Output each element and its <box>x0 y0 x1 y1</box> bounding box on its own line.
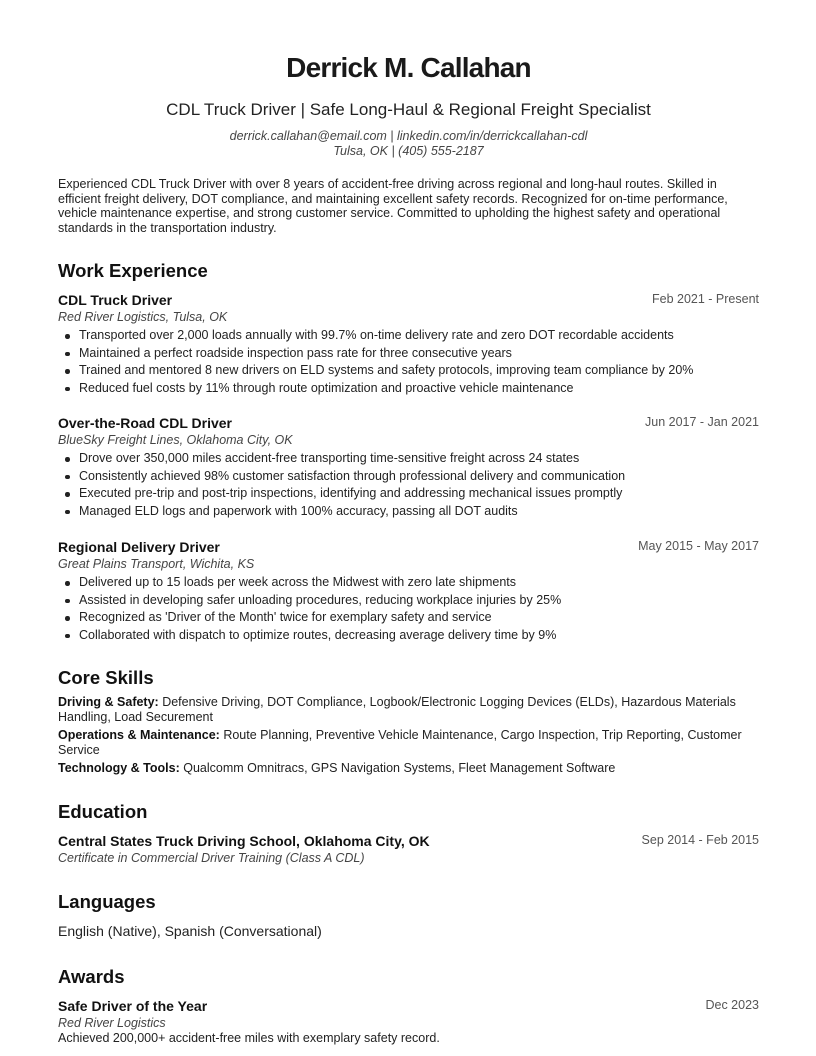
list-item: Recognized as 'Driver of the Month' twice for exemplary safety and service <box>58 609 561 627</box>
skill-group-label: Driving & Safety: <box>58 695 159 709</box>
job-dates: Jun 2017 - Jan 2021 <box>645 415 759 429</box>
candidate-name: Derrick M. Callahan <box>286 52 531 83</box>
award-issuer: Red River Logistics <box>58 1016 166 1030</box>
job-company: Red River Logistics, Tulsa, OK <box>58 310 228 324</box>
list-item: Executed pre-trip and post-trip inspections, identifying and addressing mechanical issues promptly <box>58 485 625 503</box>
skill-group-driving-safety <box>58 695 759 725</box>
job-company: Great Plains Transport, Wichita, KS <box>58 557 255 571</box>
skill-group-operations-maintenance <box>58 728 759 758</box>
list-item: Consistently achieved 98% customer satisfaction through professional delivery and communication <box>58 468 625 486</box>
job-company: BlueSky Freight Lines, Oklahoma City, OK <box>58 433 293 447</box>
education-credential: Certificate in Commercial Driver Training (Class A CDL) <box>58 851 365 865</box>
list-item: Assisted in developing safer unloading procedures, reducing workplace injuries by 25% <box>58 592 561 610</box>
skill-group-label: Operations & Maintenance: <box>58 728 220 742</box>
list-item: Transported over 2,000 loads annually with 99.7% on-time delivery rate and zero DOT recordable accidents <box>58 327 693 345</box>
list-item: Reduced fuel costs by 11% through route optimization and proactive vehicle maintenance <box>58 380 693 398</box>
education-dates: Sep 2014 - Feb 2015 <box>641 833 759 847</box>
section-title-core-skills: Core Skills <box>58 667 154 688</box>
section-title-education: Education <box>58 801 148 822</box>
job-title: Regional Delivery Driver <box>58 539 220 555</box>
skill-group-text: Qualcomm Omnitracs, GPS Navigation Systems, Fleet Management Software <box>179 761 616 775</box>
school-name: Central States Truck Driving School, Oklahoma City, OK <box>58 833 430 849</box>
skill-group-label: Technology & Tools: <box>58 761 180 775</box>
section-title-languages: Languages <box>58 891 156 912</box>
job-bullets <box>58 450 625 520</box>
job-title: CDL Truck Driver <box>58 292 173 308</box>
job-dates: May 2015 - May 2017 <box>638 539 759 553</box>
contact-line-email-linkedin: derrick.callahan@email.com | linkedin.com/in/derrickcallahan-cdl <box>229 129 588 143</box>
candidate-headline: CDL Truck Driver | Safe Long-Haul & Regional Freight Specialist <box>166 100 651 119</box>
list-item: Managed ELD logs and paperwork with 100% accuracy, passing all DOT audits <box>58 503 625 521</box>
award-title: Safe Driver of the Year <box>58 998 208 1014</box>
job-bullets <box>58 327 693 397</box>
skill-group-text: Route Planning, Preventive Vehicle Maintenance, Cargo Inspection, Trip Reporting, Customer Service <box>58 728 742 757</box>
languages-list: English (Native), Spanish (Conversational) <box>58 923 322 939</box>
skill-group-text: Defensive Driving, DOT Compliance, Logbook/Electronic Logging Devices (ELDs), Hazardous Materials Handling, Load Securement <box>58 695 736 724</box>
skill-group-technology-tools <box>58 761 759 776</box>
list-item: Collaborated with dispatch to optimize routes, decreasing average delivery time by 9% <box>58 627 561 645</box>
award-description: Achieved 200,000+ accident-free miles with exemplary safety record. <box>58 1031 440 1045</box>
section-title-work-experience: Work Experience <box>58 260 208 281</box>
job-title: Over-the-Road CDL Driver <box>58 415 233 431</box>
list-item: Maintained a perfect roadside inspection pass rate for three consecutive years <box>58 345 693 363</box>
list-item: Drove over 350,000 miles accident-free transporting time-sensitive freight across 24 states <box>58 450 625 468</box>
job-bullets <box>58 574 561 644</box>
award-date: Dec 2023 <box>705 998 759 1012</box>
professional-summary: Experienced CDL Truck Driver with over 8 years of accident-free driving across regional and long-haul routes. Skilled in efficient freight delivery, DOT compliance, and maintaining excellent safety records. Recognized for on-time performance, vehicle maintenance expertise, and strong customer service. Committed to upholding the highest safety and operational standards in the transportation industry. <box>58 177 728 235</box>
section-title-awards: Awards <box>58 966 125 987</box>
contact-line-location-phone: Tulsa, OK | (405) 555-2187 <box>333 144 484 158</box>
list-item: Trained and mentored 8 new drivers on ELD systems and safety protocols, improving team compliance by 20% <box>58 362 693 380</box>
list-item: Delivered up to 15 loads per week across the Midwest with zero late shipments <box>58 574 561 592</box>
job-dates: Feb 2021 - Present <box>651 292 759 306</box>
